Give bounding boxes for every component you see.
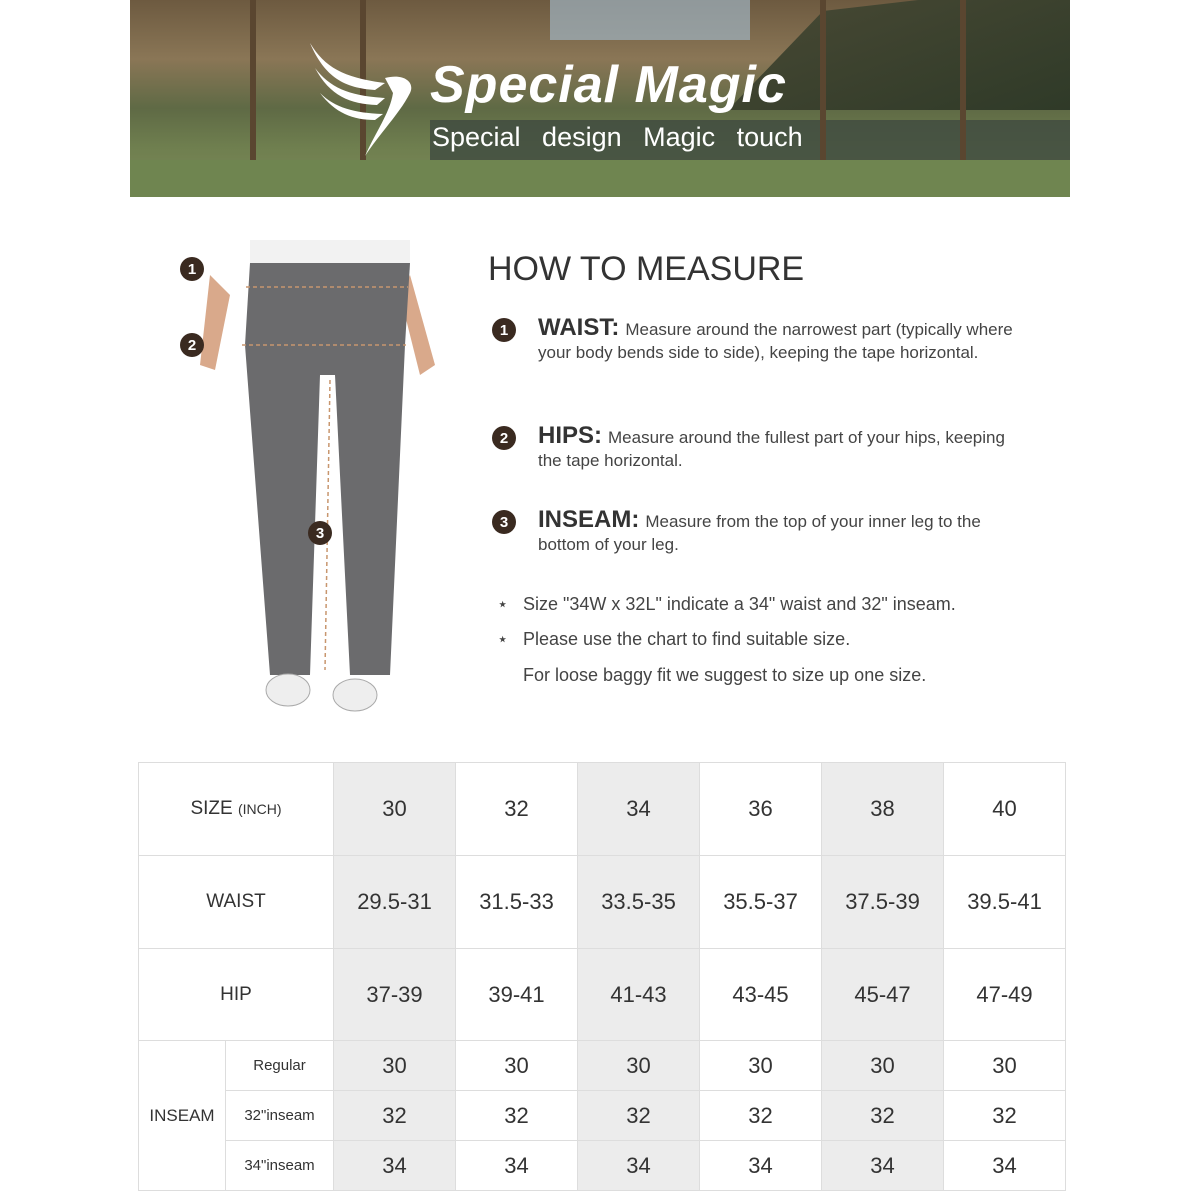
inseam-cell: 34 <box>578 1141 700 1191</box>
note-text: Please use the chart to find suitable size. <box>523 629 851 649</box>
measure-item-inseam <box>492 508 1032 556</box>
bird-wing-logo-icon <box>305 38 420 158</box>
item-heading: HIPS: <box>538 422 603 449</box>
waist-cell: 35.5-37 <box>700 856 822 949</box>
pants-illustration <box>170 235 450 730</box>
inseam-cell: 34 <box>700 1141 822 1191</box>
marker-hips: 2 <box>180 333 204 357</box>
brand-name: Special Magic <box>430 56 787 114</box>
inseam-row-32 <box>139 1091 1066 1141</box>
inseam-cell: 32 <box>822 1091 944 1141</box>
brand-banner <box>130 0 1070 197</box>
hip-cell: 45-47 <box>822 949 944 1041</box>
size-cell: 40 <box>944 763 1066 856</box>
note-loose-fit <box>497 665 926 686</box>
hip-cell: 39-41 <box>456 949 578 1041</box>
marker-inseam: 3 <box>308 521 332 545</box>
item-number: 3 <box>492 510 516 534</box>
hip-cell: 43-45 <box>700 949 822 1041</box>
waist-row <box>139 856 1066 949</box>
inseam-label: INSEAM <box>139 1041 226 1191</box>
inseam-cell: 30 <box>334 1041 456 1091</box>
inseam-cell: 34 <box>944 1141 1066 1191</box>
brand-tagline: Special design Magic touch <box>432 122 803 152</box>
hip-cell: 47-49 <box>944 949 1066 1041</box>
waist-cell: 31.5-33 <box>456 856 578 949</box>
size-cell: 34 <box>578 763 700 856</box>
hip-label: HIP <box>139 949 334 1041</box>
item-heading: WAIST: <box>538 314 620 341</box>
waist-cell: 29.5-31 <box>334 856 456 949</box>
note-text: Size "34W x 32L" indicate a 34" waist and 32" inseam. <box>523 594 956 614</box>
inseam-sub-label: Regular <box>226 1041 334 1091</box>
hip-cell: 41-43 <box>578 949 700 1041</box>
star-icon: ⋆ <box>497 629 509 649</box>
inseam-cell: 30 <box>822 1041 944 1091</box>
size-chart-table <box>138 762 1066 1191</box>
inseam-sub-label: 34"inseam <box>226 1141 334 1191</box>
waist-label: WAIST <box>139 856 334 949</box>
item-number: 2 <box>492 426 516 450</box>
inseam-cell: 30 <box>456 1041 578 1091</box>
star-icon: ⋆ <box>497 594 509 614</box>
inseam-cell: 34 <box>334 1141 456 1191</box>
item-heading: INSEAM: <box>538 506 640 533</box>
inseam-cell: 32 <box>944 1091 1066 1141</box>
hip-row <box>139 949 1066 1041</box>
inseam-cell: 30 <box>944 1041 1066 1091</box>
measure-item-hips <box>492 424 1032 472</box>
size-unit: (INCH) <box>237 801 282 817</box>
size-row <box>139 763 1066 856</box>
note-size-format <box>497 594 956 615</box>
measure-item-waist <box>492 316 1032 364</box>
how-to-measure-title: HOW TO MEASURE <box>488 250 805 288</box>
inseam-row-regular <box>139 1041 1066 1091</box>
hip-cell: 37-39 <box>334 949 456 1041</box>
size-cell: 32 <box>456 763 578 856</box>
inseam-cell: 30 <box>700 1041 822 1091</box>
waist-cell: 33.5-35 <box>578 856 700 949</box>
item-text: Measure around the narrowest part (typically where your body bends side to side), keeping the tape horizontal. <box>538 320 1013 362</box>
inseam-cell: 34 <box>822 1141 944 1191</box>
inseam-row-34 <box>139 1141 1066 1191</box>
size-cell: 36 <box>700 763 822 856</box>
size-label: SIZE <box>190 798 233 819</box>
waist-cell: 37.5-39 <box>822 856 944 949</box>
item-number: 1 <box>492 318 516 342</box>
inseam-cell: 34 <box>456 1141 578 1191</box>
size-cell: 38 <box>822 763 944 856</box>
model-pants-figure <box>170 235 450 730</box>
inseam-cell: 32 <box>700 1091 822 1141</box>
inseam-cell: 30 <box>578 1041 700 1091</box>
note-use-chart <box>497 629 850 650</box>
inseam-sub-label: 32"inseam <box>226 1091 334 1141</box>
size-header <box>139 763 334 856</box>
item-text: Measure from the top of your inner leg to the bottom of your leg. <box>538 512 981 554</box>
inseam-cell: 32 <box>334 1091 456 1141</box>
inseam-cell: 32 <box>578 1091 700 1141</box>
waist-cell: 39.5-41 <box>944 856 1066 949</box>
size-cell: 30 <box>334 763 456 856</box>
marker-waist: 1 <box>180 257 204 281</box>
note-text: For loose baggy fit we suggest to size up one size. <box>523 665 927 685</box>
item-text: Measure around the fullest part of your hips, keeping the tape horizontal. <box>538 428 1005 470</box>
inseam-cell: 32 <box>456 1091 578 1141</box>
